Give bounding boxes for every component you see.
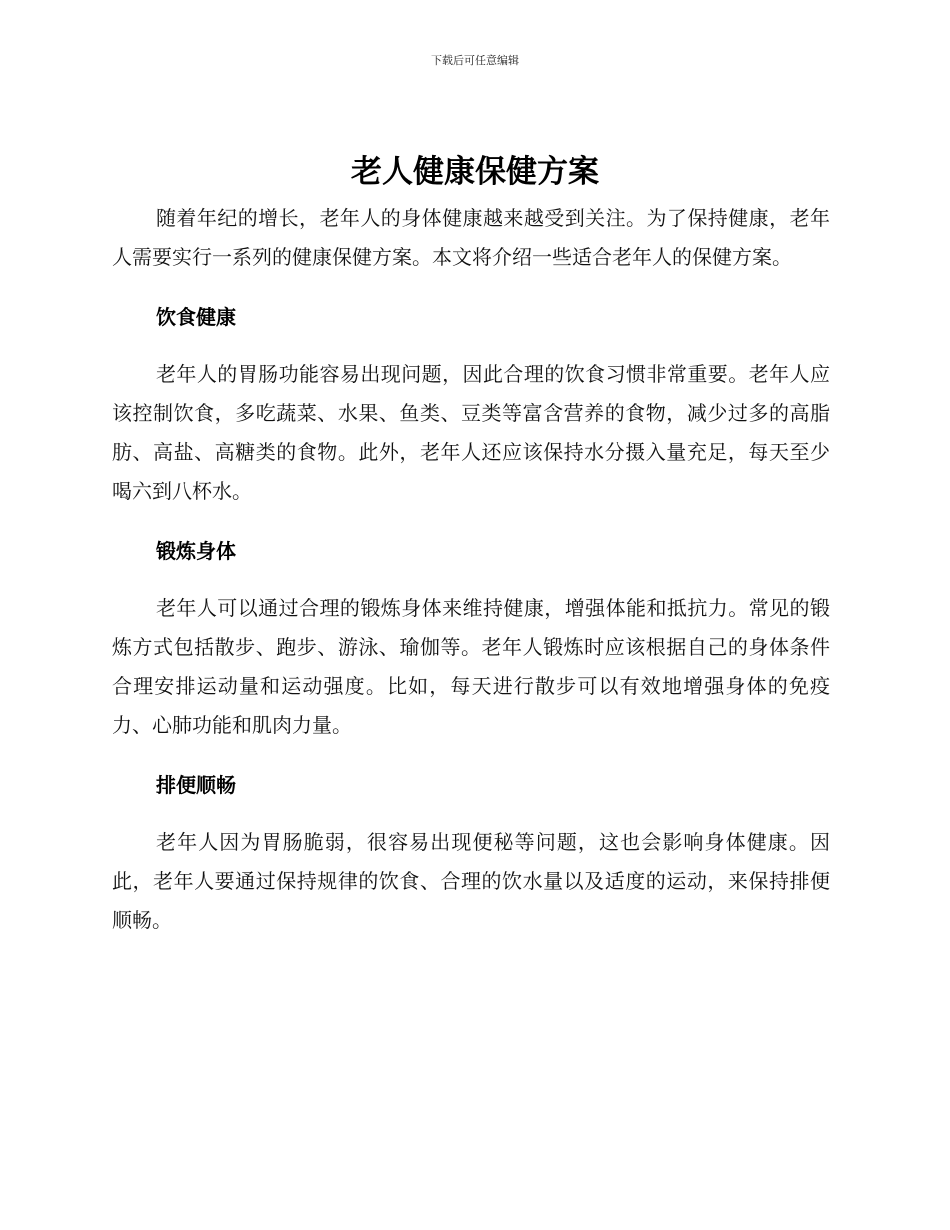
document-body xyxy=(112,199,830,940)
section-body-exercise: 老年人可以通过合理的锻炼身体来维持健康，增强体能和抵抗力。常见的锻炼方式包括散步、跑步、游泳、瑜伽等。老年人锻炼时应该根据自己的身体条件合理安排运动量和运动强度。比如，每天进行散步可以有效地增强身体的免疫力、心肺功能和肌肉力量。 xyxy=(112,596,830,737)
section-heading-diet: 饮食健康 xyxy=(156,305,236,329)
section-body-bowel: 老年人因为胃肠脆弱，很容易出现便秘等问题，这也会影响身体健康。因此，老年人要通过保持规律的饮食、合理的饮水量以及适度的运动，来保持排便顺畅。 xyxy=(112,830,830,932)
intro-paragraph: 随着年纪的增长，老年人的身体健康越来越受到关注。为了保持健康，老年人需要实行一系列的健康保健方案。本文将介绍一些适合老年人的保健方案。 xyxy=(112,206,830,269)
section-heading-bowel: 排便顺畅 xyxy=(156,773,236,797)
document-title: 老人健康保健方案 xyxy=(351,154,599,190)
section-heading-exercise: 锻炼身体 xyxy=(156,539,236,563)
header-note: 下载后可任意编辑 xyxy=(431,54,519,67)
section-body-diet: 老年人的胃肠功能容易出现问题，因此合理的饮食习惯非常重要。老年人应该控制饮食，多吃蔬菜、水果、鱼类、豆类等富含营养的食物，减少过多的高脂肪、高盐、高糖类的食物。此外，老年人还应该保持水分摄入量充足，每天至少喝六到八杯水。 xyxy=(112,362,830,503)
